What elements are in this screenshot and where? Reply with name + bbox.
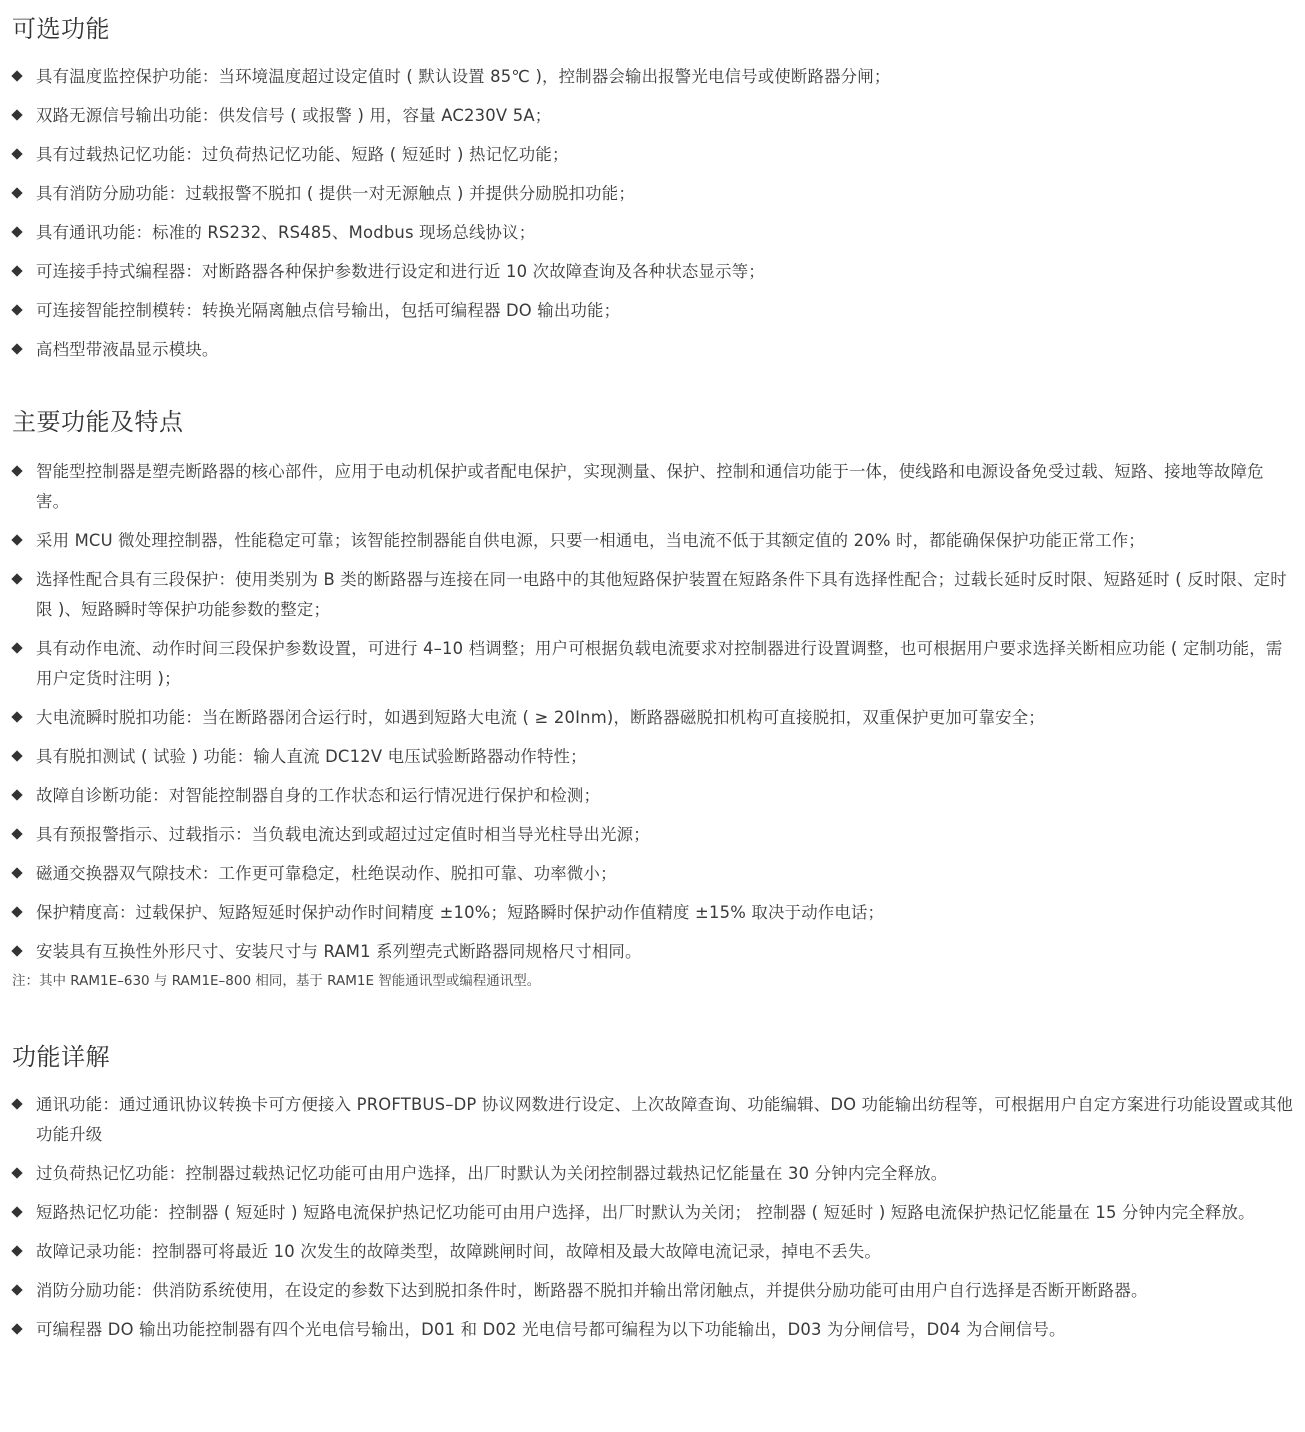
list-item — [12, 1090, 1293, 1150]
list-item — [12, 565, 1293, 625]
list-item — [12, 457, 1293, 517]
diamond-bullet-icon — [11, 573, 22, 584]
list-item-text: 具有通讯功能：标准的 RS232、RS485、Modbus 现场总线协议； — [36, 223, 536, 242]
section-title: 功能详解 — [12, 1043, 110, 1071]
list-item — [12, 296, 1293, 326]
diamond-bullet-icon — [11, 1284, 22, 1295]
list-item — [12, 218, 1293, 248]
list-item-text: 故障自诊断功能：对智能控制器自身的工作状态和运行情况进行保护和检测； — [36, 786, 601, 805]
list-item-text: 可连接智能控制模转：转换光隔离触点信号输出，包括可编程器 DO 输出功能； — [36, 301, 621, 320]
diamond-bullet-icon — [11, 1323, 22, 1334]
list-item-text: 消防分励功能：供消防系统使用，在设定的参数下达到脱扣条件时，断路器不脱扣并输出常闭触点，并提供分励功能可由用户自行选择是否断开断路器。 — [36, 1281, 1148, 1300]
list-item — [12, 1159, 1293, 1189]
diamond-bullet-icon — [11, 148, 22, 159]
list-item — [12, 859, 1293, 889]
list-item-text: 具有温度监控保护功能：当环境温度超过设定值时 ( 默认设置 85℃ )，控制器会输出报警光电信号或使断路器分闸； — [36, 67, 891, 86]
list-item — [12, 1237, 1293, 1267]
diamond-bullet-icon — [11, 304, 22, 315]
diamond-bullet-icon — [11, 789, 22, 800]
list-item — [12, 140, 1293, 170]
diamond-bullet-icon — [11, 70, 22, 81]
diamond-bullet-icon — [11, 265, 22, 276]
list-item-text: 大电流瞬时脱扣功能：当在断路器闭合运行时，如遇到短路大电流 ( ≥ 20Inm)，断路器磁脱扣机构可直接脱扣，双重保护更加可靠安全； — [36, 708, 1045, 727]
list-item — [12, 1198, 1293, 1228]
diamond-bullet-icon — [11, 109, 22, 120]
diamond-bullet-icon — [11, 534, 22, 545]
diamond-bullet-icon — [11, 465, 22, 476]
list-item-text: 选择性配合具有三段保护：使用类别为 B 类的断路器与连接在同一电路中的其他短路保护装置在短路条件下具有选择性配合；过载长延时反时限、短路延时 ( 反时限、定时限 )、短路瞬时等保护功能参数的整定； — [36, 570, 1287, 619]
list-item-text: 保护精度高：过载保护、短路短延时保护动作时间精度 ±10%；短路瞬时保护动作值精度 ±15% 取决于动作电话； — [36, 903, 885, 922]
list-item-text: 具有脱扣测试 ( 试验 ) 功能：输人直流 DC12V 电压试验断路器动作特性； — [36, 747, 587, 766]
diamond-bullet-icon — [11, 867, 22, 878]
list-item-text: 采用 MCU 微处理控制器，性能稳定可靠；该智能控制器能自供电源，只要一相通电，当电流不低于其额定值的 20% 时，都能确保保护功能正常工作； — [36, 531, 1145, 550]
list-item-text: 智能型控制器是塑壳断路器的核心部件，应用于电动机保护或者配电保护，实现测量、保护、控制和通信功能于一体，使线路和电源设备免受过载、短路、接地等故障危害。 — [36, 462, 1264, 511]
list-item — [12, 742, 1293, 772]
list-item — [12, 179, 1293, 209]
feature-list — [12, 1090, 1293, 1345]
diamond-bullet-icon — [11, 711, 22, 722]
diamond-bullet-icon — [11, 1167, 22, 1178]
list-item-text: 过负荷热记忆功能：控制器过载热记忆功能可由用户选择，出厂时默认为关闭控制器过载热记忆能量在 30 分钟内完全释放。 — [36, 1164, 948, 1183]
list-item — [12, 62, 1293, 92]
list-item — [12, 257, 1293, 287]
list-item-text: 磁通交换器双气隙技术：工作更可靠稳定，杜绝误动作、脱扣可靠、功率微小； — [36, 864, 617, 883]
list-item — [12, 1315, 1293, 1345]
diamond-bullet-icon — [11, 1206, 22, 1217]
list-item-text: 可连接手持式编程器：对断路器各种保护参数进行设定和进行近 10 次故障查询及各种状态显示等； — [36, 262, 765, 281]
section-function-details — [12, 1038, 1293, 1345]
list-item-text: 故障记录功能：控制器可将最近 10 次发生的故障类型，故障跳闸时间，故障相及最大故障电流记录，掉电不丢失。 — [36, 1242, 882, 1261]
diamond-bullet-icon — [11, 1098, 22, 1109]
list-item — [12, 820, 1293, 850]
diamond-bullet-icon — [11, 187, 22, 198]
section-main-features — [12, 403, 1293, 992]
list-item-text: 具有动作电流、动作时间三段保护参数设置，可进行 4–10 档调整；用户可根据负载电流要求对控制器进行设置调整，也可根据用户要求选择关断相应功能 ( 定制功能，需用户定货时注明 )； — [36, 639, 1283, 688]
list-item — [12, 703, 1293, 733]
section-title: 主要功能及特点 — [12, 408, 184, 436]
list-item-text: 具有过载热记忆功能：过负荷热记忆功能、短路 ( 短延时 ) 热记忆功能； — [36, 145, 569, 164]
list-item-text: 具有消防分励功能：过载报警不脱扣 ( 提供一对无源触点 ) 并提供分励脱扣功能； — [36, 184, 635, 203]
footnote: 注：其中 RAM1E–630 与 RAM1E–800 相同，基于 RAM1E 智能通讯型或编程通讯型。 — [12, 973, 541, 989]
list-item — [12, 526, 1293, 556]
list-item-text: 可编程器 DO 输出功能控制器有四个光电信号输出，D01 和 D02 光电信号都可编程为以下功能输出，D03 为分闸信号，D04 为合闸信号。 — [36, 1320, 1066, 1339]
list-item — [12, 634, 1293, 694]
diamond-bullet-icon — [11, 642, 22, 653]
feature-list — [12, 457, 1293, 967]
diamond-bullet-icon — [11, 906, 22, 917]
list-item-text: 双路无源信号输出功能：供发信号 ( 或报警 ) 用，容量 AC230V 5A； — [36, 106, 552, 125]
list-item — [12, 937, 1293, 967]
list-item — [12, 781, 1293, 811]
list-item-text: 具有预报警指示、过载指示：当负载电流达到或超过过定值时相当导光柱导出光源； — [36, 825, 650, 844]
list-item — [12, 1276, 1293, 1306]
diamond-bullet-icon — [11, 945, 22, 956]
list-item — [12, 898, 1293, 928]
list-item — [12, 335, 1293, 365]
list-item — [12, 101, 1293, 131]
diamond-bullet-icon — [11, 343, 22, 354]
feature-list — [12, 62, 1293, 365]
section-title: 可选功能 — [12, 15, 110, 43]
diamond-bullet-icon — [11, 226, 22, 237]
diamond-bullet-icon — [11, 1245, 22, 1256]
section-optional-functions — [12, 10, 1293, 365]
list-item-text: 安装具有互换性外形尺寸、安装尺寸与 RAM1 系列塑壳式断路器同规格尺寸相同。 — [36, 942, 642, 961]
list-item-text: 短路热记忆功能：控制器 ( 短延时 ) 短路电流保护热记忆功能可由用户选择，出厂时默认为关闭； 控制器 ( 短延时 ) 短路电流保护热记忆能量在 15 分钟内完全释放。 — [36, 1203, 1255, 1222]
list-item-text: 通讯功能：通过通讯协议转换卡可方便接入 PROFTBUS–DP 协议网数进行设定、上次故障查询、功能编辑、DO 功能输出纺程等，可根据用户自定方案进行功能设置或其他功能升级 — [36, 1095, 1294, 1144]
list-item-text: 高档型带液晶显示模块。 — [36, 340, 219, 359]
diamond-bullet-icon — [11, 750, 22, 761]
diamond-bullet-icon — [11, 828, 22, 839]
